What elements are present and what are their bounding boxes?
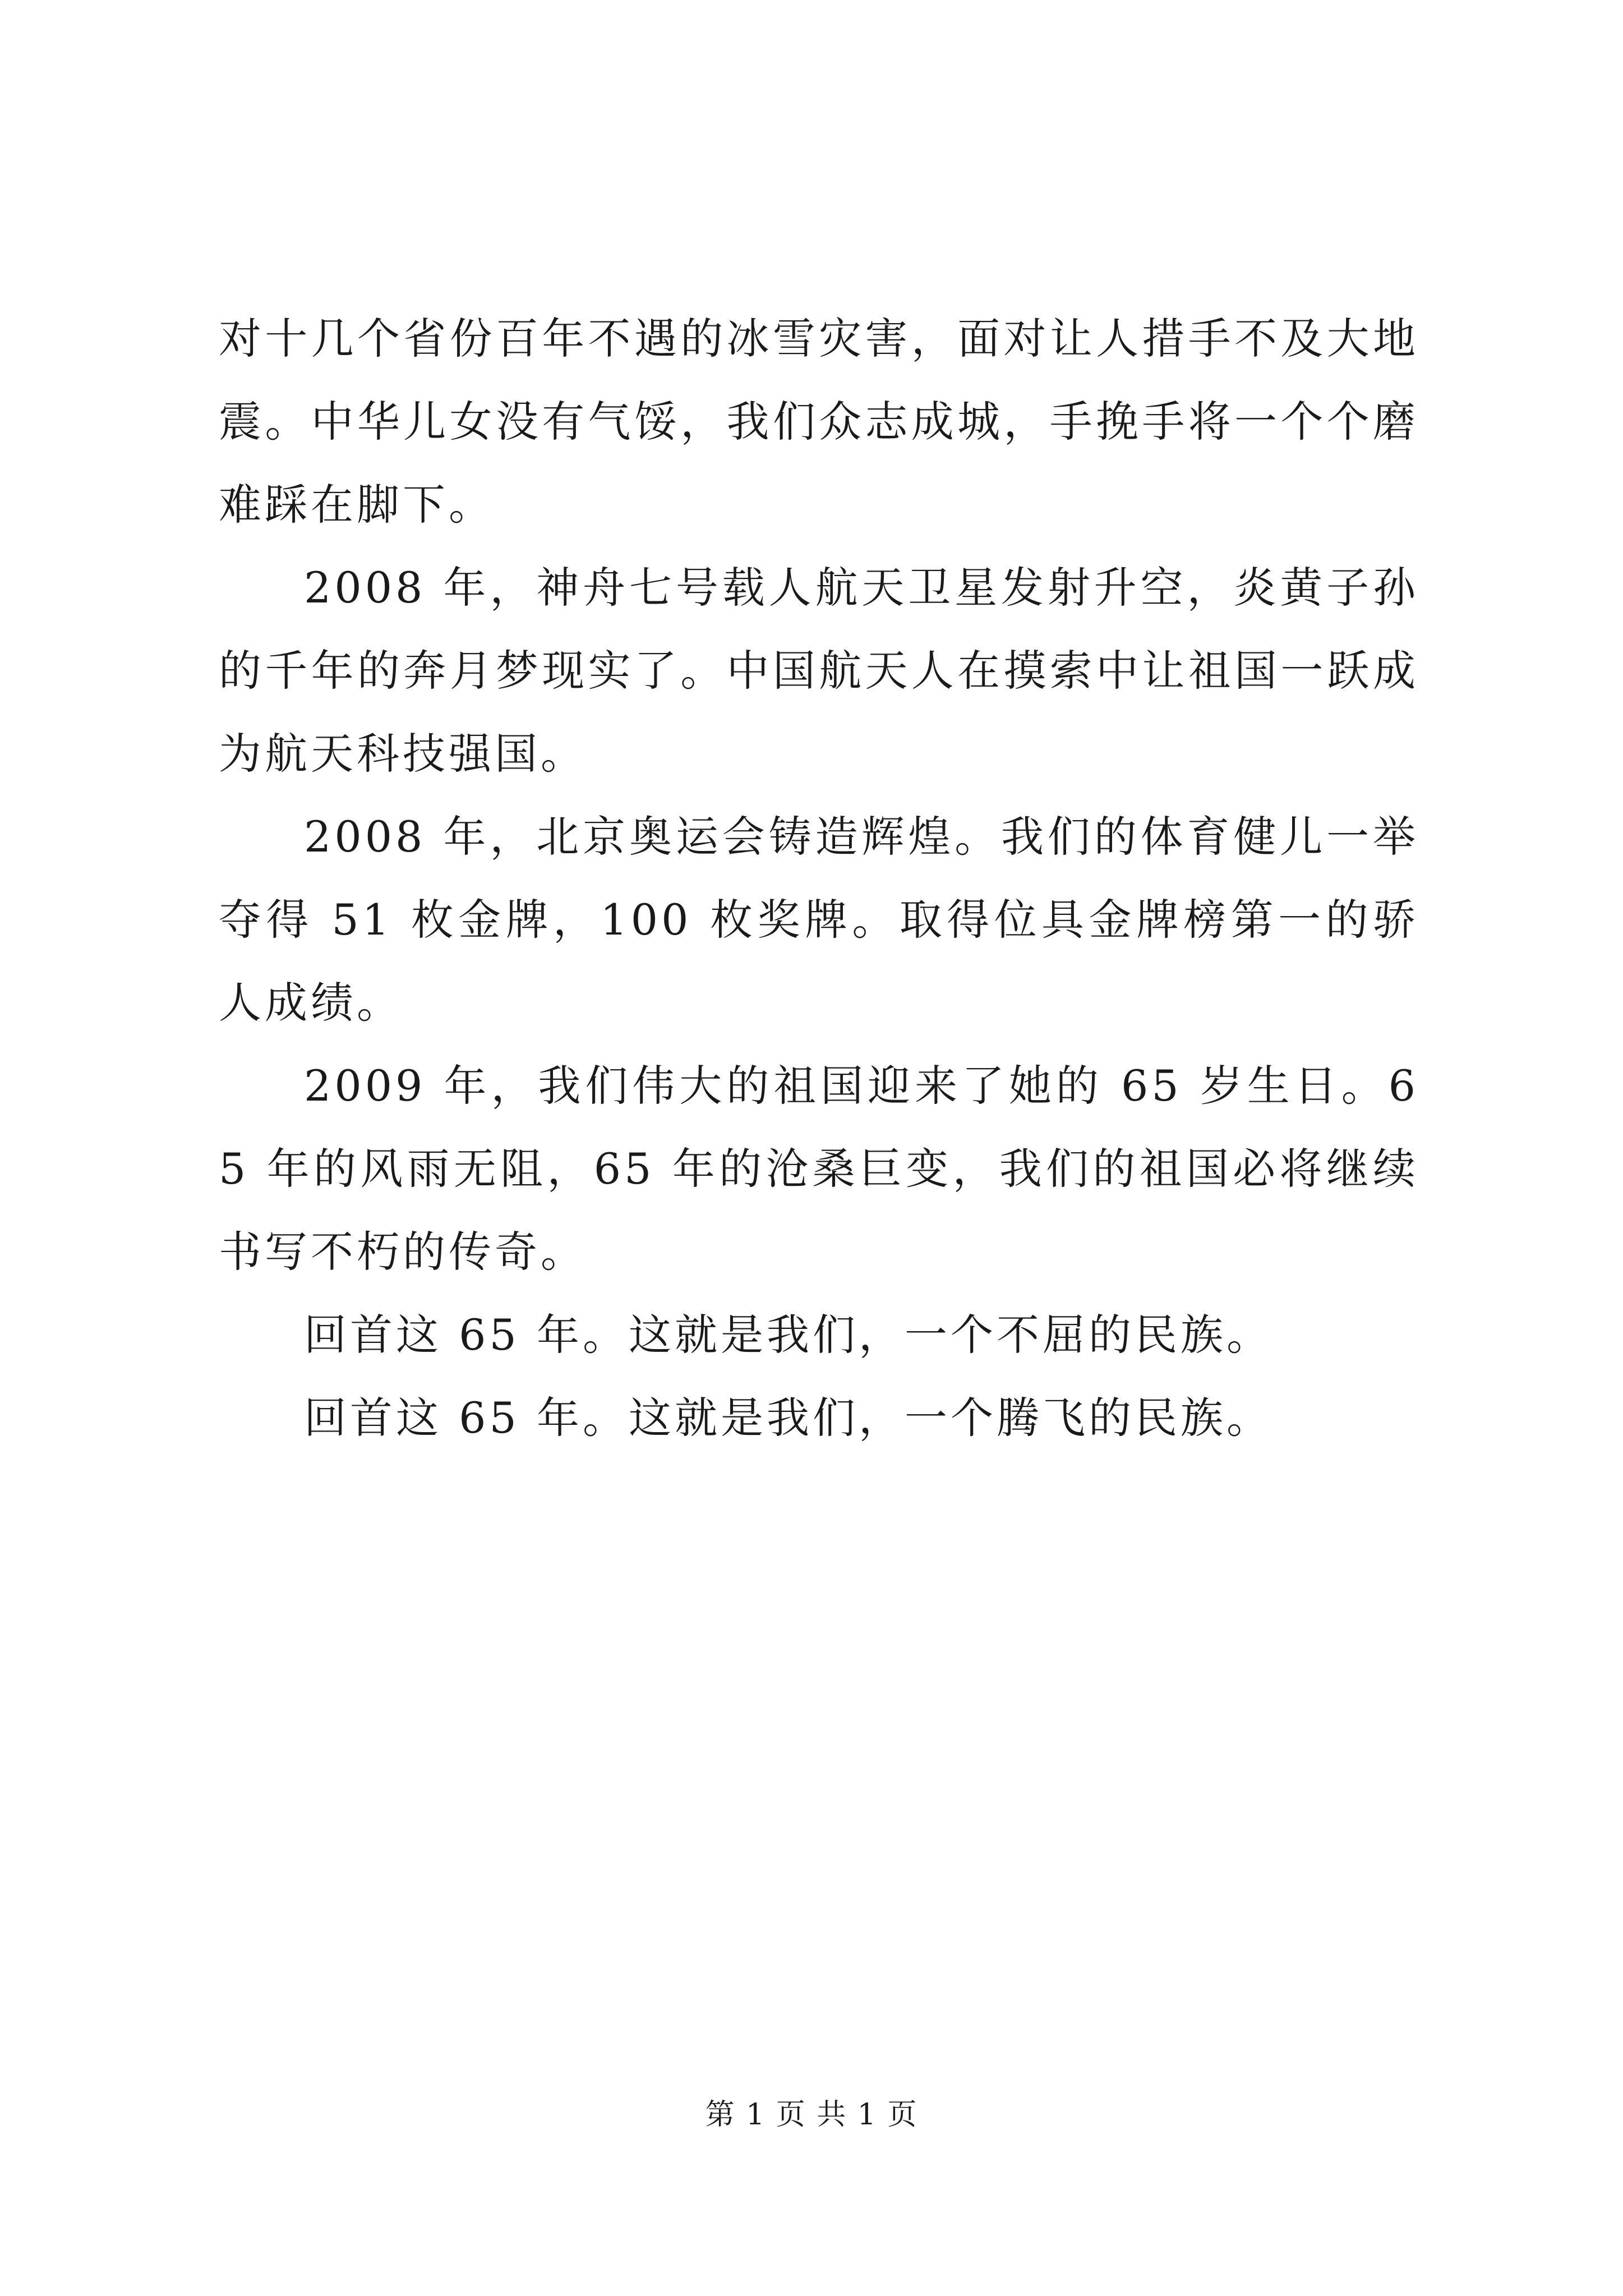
paragraph-6: 回首这 65 年。这就是我们，一个腾飞的民族。 bbox=[304, 1393, 1273, 1443]
document-body bbox=[219, 297, 1419, 1460]
paragraph-2: 2008 年，神舟七号载人航天卫星发射升空，炎黄子孙的千年的奔月梦现实了。中国航天人在摸索中让祖国一跃成为航天科技强国。 bbox=[219, 563, 1419, 779]
paragraph-5: 回首这 65 年。这就是我们，一个不屈的民族。 bbox=[304, 1310, 1273, 1360]
paragraph-1: 对十几个省份百年不遇的冰雪灾害，面对让人措手不及大地震。中华儿女没有气馁，我们众志成城，手挽手将一个个磨难踩在脚下。 bbox=[219, 314, 1419, 530]
paragraph-3: 2008 年，北京奥运会铸造辉煌。我们的体育健儿一举夺得 51 枚金牌，100 枚奖牌。取得位具金牌榜第一的骄人成绩。 bbox=[219, 812, 1419, 1028]
paragraph-4: 2009 年，我们伟大的祖国迎来了她的 65 岁生日。65 年的风雨无阻，65 年的沧桑巨变，我们的祖国必将继续书写不朽的传奇。 bbox=[219, 1061, 1419, 1277]
page-footer: 第 1 页 共 1 页 bbox=[705, 2098, 918, 2132]
